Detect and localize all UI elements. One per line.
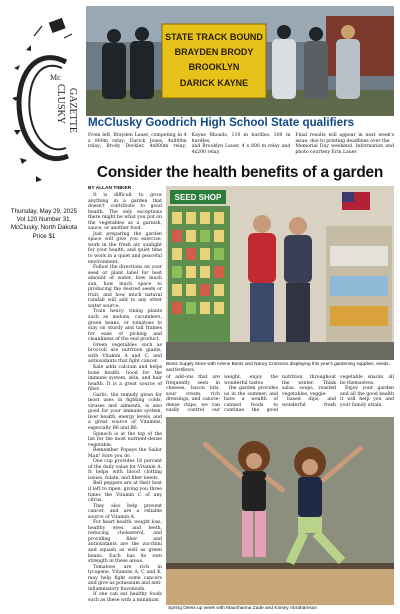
top-story-paragraph: Final results will appear in next week's issue, due to printing deadlines over the <box>295 133 394 144</box>
article-paragraph: It is difficult to grow anything in a garden that doesn't contribute to good health. The only exceptions there might be what you put on the vegetables as a garnish, sauce, or another food. <box>88 193 162 232</box>
article-paragraph: They also help prevent cancer, and are a reliable source of Vitamin A. <box>88 503 162 520</box>
article-paragraph: based dips, and wonderful fresh vegetable snacks all be themselves. <box>282 375 394 408</box>
article-paragraph: Bell peppers are at their best if left to ripen, giving you three times the Vitamin C of any citrus. <box>88 481 162 504</box>
top-story-body <box>88 133 394 155</box>
article-paragraph: Enjoy your garden and all the good health it will help you and your family attain. <box>340 386 394 408</box>
article-paragraph: the garden provides us in the summer, and have a wealth of canned foods to continue the good nutrition throughout the winter. Think salsa, soups, roasted vegetables, veggie- <box>224 375 336 414</box>
main-story-headline: Consider the health benefits of a garden <box>96 164 384 181</box>
top-story-paragraph: and Brooklyn Lauer, 4 x 800 m relay and 4x200 relay. <box>191 144 291 155</box>
article-paragraph: Follow the directions on your seed or plant label for best amount of water, how much sun, how much space to producing the desired seeds or fruit, and how much natural rainfall will add to any other water source. <box>88 265 162 309</box>
masthead-logo <box>6 6 84 206</box>
dateline <box>4 208 84 241</box>
article-paragraph: Just preparing the garden space will give you exercise, work in the fresh air, sunlight for your health, and quiet time to work in a quiet and peaceful environment. <box>88 231 162 265</box>
sign-line-3: BROOKLYN <box>188 62 240 72</box>
masthead-mc: Mc <box>50 73 61 82</box>
article-paragraph: Train heavy vining plants such as melons, cucumbers, green beans, or tomatoes to stay on sturdy and tall frames for ease of picking and cleanliness of the end product. <box>88 309 162 343</box>
seed-shop-photo <box>166 186 394 360</box>
spirit-week-caption: Spring Dress up week with Maurihanna Zade and Kinsey Abrahamson <box>168 606 318 611</box>
top-story-paragraph: From left, Brayden Lauer, competing in 4 x 800m relay; Darick Jones, 4x800m relay; Brody Deckler, 4x800m relay; Kayne Rhoads, 110 m hurdles, 300 m hurdles, <box>88 133 291 150</box>
article-paragraph: Remember Popeye the Sailor Man! Sure you do. <box>88 448 162 459</box>
top-story-headline: McClusky Goodrich High School State qualifiers <box>88 116 355 129</box>
issue-place: McClusky, North Dakota <box>10 224 78 232</box>
sign-line-1: STATE TRACK BOUND <box>165 32 263 42</box>
spirit-week-photo <box>166 417 394 605</box>
sign-line-4: DARICK KAYNE <box>179 78 249 88</box>
article-paragraph: Tomatoes are rich in lycopene, Vitamins A, C and K, may help fight some cancers and give us potassium and anti-inflammatory flavonoids. <box>88 564 162 592</box>
issue-date: Thursday, May 29, 2025 <box>10 208 78 215</box>
article-paragraph: If one can eat healthy foods such as these with a minimum <box>88 592 162 603</box>
article-paragraph: of add-ons that are frequently seen in cheeses, bacon bits, sour cream, rich dressings, and calorie-dense chips, we can easily control our weight, enjoy the wonderful tastes <box>166 375 278 414</box>
track-qualifiers-photo <box>86 6 394 116</box>
masthead-gazette: GAZETTE <box>67 88 78 133</box>
article-paragraph: Garlic, the remedy given for most uses in fighting colds, viruses and ailments, is also good for your immune system, liver health, energy levels, and a great source of Vitamins, especially B6 and B6. <box>88 392 162 431</box>
issue-price: Price $1 <box>32 232 56 240</box>
book-icon <box>34 18 72 38</box>
top-story-paragraph: Memorial Day weekend. Information and photo courtesy Erin Lauer <box>295 144 394 155</box>
masthead-artwork <box>6 6 84 206</box>
article-paragraph: One cup provides 16 percent of the daily value for Vitamin A. It helps with blood clotting issues, folate, and fiber needs. <box>88 459 162 481</box>
seed-shop-caption: Bentz Supply Store with Arlene Bentz and Nancy Crimmins displaying this year's gardening supplies, seeds, and fertilizers. <box>166 361 390 372</box>
byline: BY ALLAN TINKER <box>88 186 132 191</box>
issue-volume: Vol 120 Number 31, <box>16 216 72 224</box>
seed-shop-sign: SEED SHOP <box>174 193 222 202</box>
bird-icons <box>12 45 42 182</box>
article-paragraph: Green vegetables such as broccoli are nutrition giants, with Vitamin A and C, and antioxidants that fight cancer. <box>88 342 162 365</box>
main-story-column-1 <box>88 193 162 603</box>
masthead-clusky: CLUSKY <box>55 84 66 125</box>
sign-line-2: BRAYDEN BRODY <box>174 47 254 57</box>
main-story-continuation <box>166 375 394 414</box>
article-paragraph: Spinach is at the top of the list for the most nutrient-dense vegetable. <box>88 431 162 448</box>
article-paragraph: Kale adds calcium and helps bone health. Good for the immune system, skin, and hair health. It is a great source of fiber. <box>88 364 162 393</box>
article-paragraph: For heart health, weight loss, healthy eyes, and teeth, reducing cholesterol, and providing fiber and antioxidants are the zucchini and squash as well as green beans. Each has its own strength in these areas. <box>88 520 162 565</box>
